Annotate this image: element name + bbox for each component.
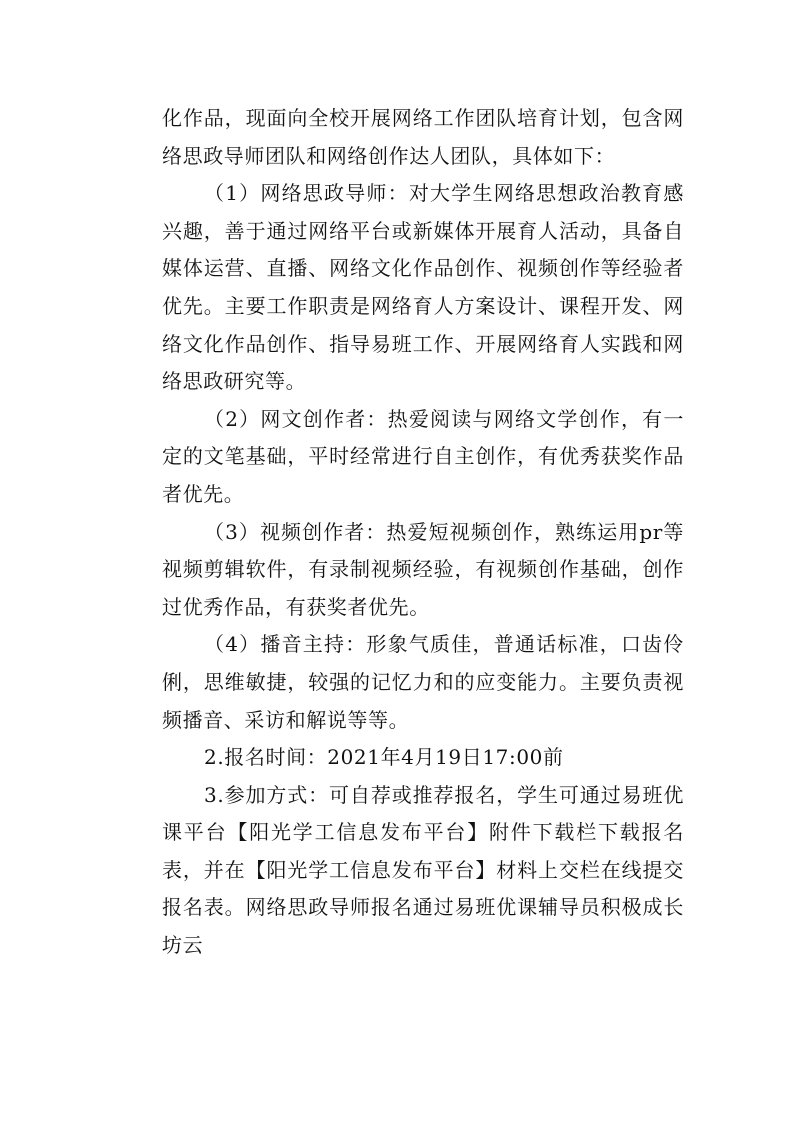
paragraph-network-mentor: （1）网络思政导师：对大学生网络思想政治教育感兴趣，善于通过网络平台或新媒体开展育人活动，具备自媒体运营、直播、网络文化作品创作、视频创作等经验者优先。主要工作职责是网络育人方案设计、课程开发、网络文化作品创作、指导易班工作、开展网络育人实践和网络思政研究等。 — [162, 181, 684, 394]
document-body — [162, 100, 684, 965]
paragraph-broadcast-host: （4）播音主持：形象气质佳，普通话标准，口齿伶俐，思维敏捷，较强的记忆力和的应变能力。主要负责视频播音、采访和解说等等。 — [162, 632, 684, 732]
paragraph-web-writer: （2）网文创作者：热爱阅读与网络文学创作，有一定的文笔基础，平时经常进行自主创作，有优秀获奖作品者优先。 — [162, 406, 684, 506]
paragraph-participation-method: 3.参加方式：可自荐或推荐报名，学生可通过易班优课平台【阳光学工信息发布平台】附件下载栏下载报名表，并在【阳光学工信息发布平台】材料上交栏在线提交报名表。网络思政导师报名通过易班优课辅导员积极成长坊云 — [162, 782, 684, 958]
paragraph-registration-time: 2.报名时间：2021年4月19日17:00前 — [204, 745, 564, 770]
paragraph-intro-continued: 化作品，现面向全校开展网络工作团队培育计划，包含网络思政导师团队和网络创作达人团队，具体如下： — [162, 106, 684, 168]
paragraph-video-creator: （3）视频创作者：热爱短视频创作，熟练运用pr等视频剪辑软件，有录制视频经验，有视频创作基础，创作过优秀作品，有获奖者优先。 — [162, 519, 684, 619]
